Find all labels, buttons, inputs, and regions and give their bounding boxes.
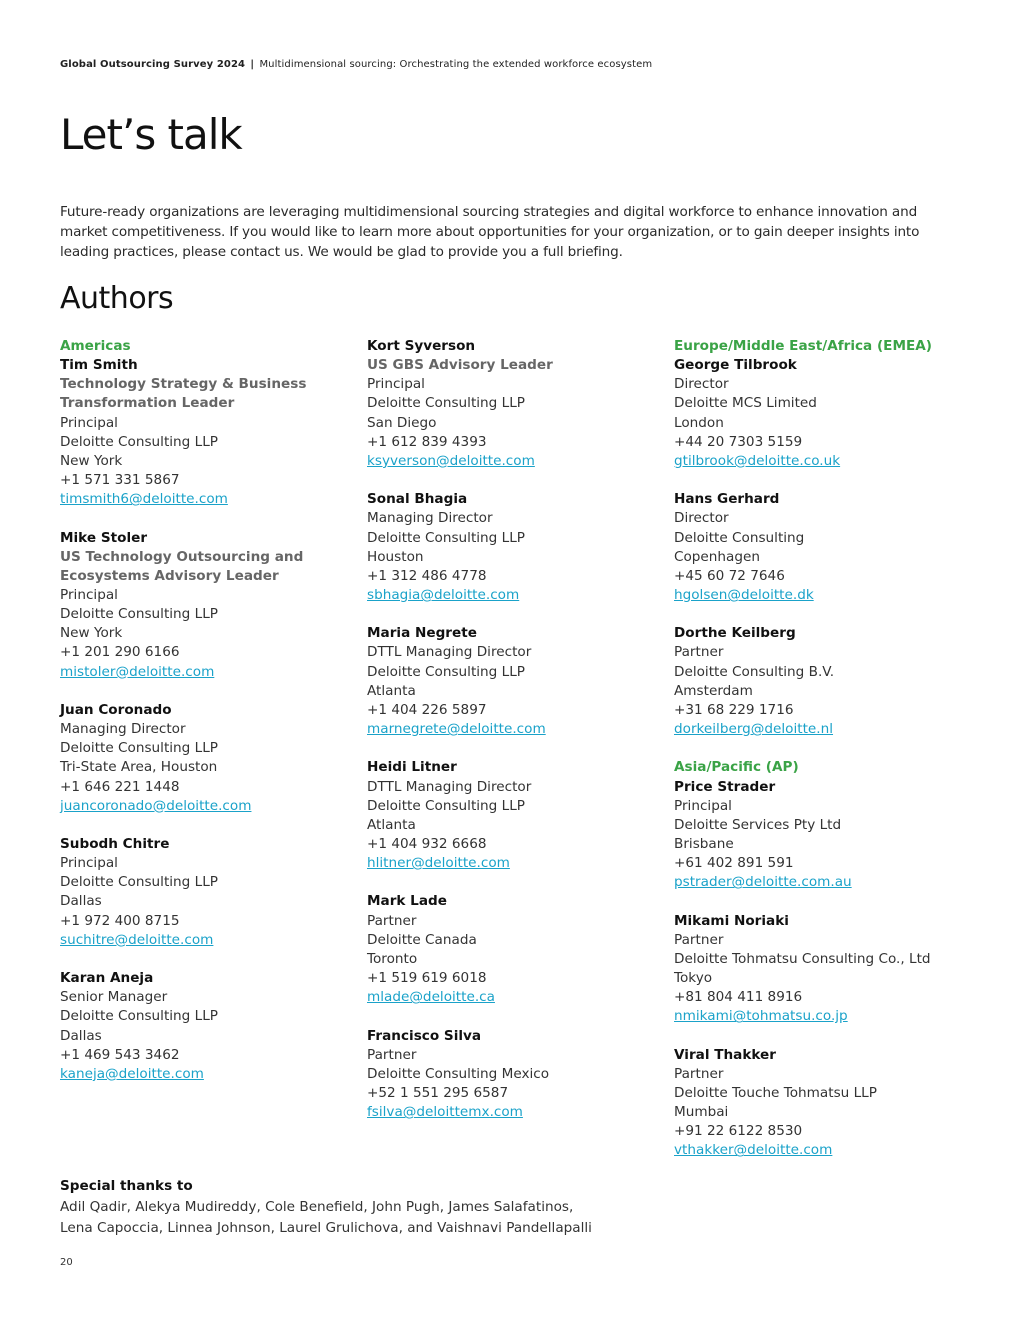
author-email-link[interactable]: kaneja@deloitte.com	[60, 1065, 204, 1082]
author-role: Transformation Leader	[60, 395, 235, 412]
author-location: San Diego	[367, 414, 437, 431]
author-location: Amsterdam	[674, 682, 753, 699]
author-name: Dorthe Keilberg	[674, 625, 796, 642]
author-company: Deloitte Consulting	[674, 529, 805, 546]
author-entry	[60, 356, 350, 509]
author-entry	[367, 892, 657, 1007]
author-phone: +1 519 619 6018	[367, 970, 487, 987]
author-name: Price Strader	[674, 778, 776, 795]
author-role: US GBS Advisory Leader	[367, 357, 553, 374]
author-entry	[674, 356, 964, 471]
author-company: Deloitte Consulting LLP	[367, 663, 525, 680]
author-company: Deloitte Consulting LLP	[60, 606, 218, 623]
author-title: Partner	[674, 931, 724, 948]
author-location: Copenhagen	[674, 548, 760, 565]
author-phone: +44 20 7303 5159	[674, 433, 803, 450]
author-phone: +1 646 221 1448	[60, 778, 180, 795]
author-entry	[367, 337, 657, 471]
author-role: US Technology Outsourcing and	[60, 548, 304, 565]
author-phone: +61 402 891 591	[674, 855, 794, 872]
report-title: Global Outsourcing Survey 2024	[60, 59, 246, 70]
report-subtitle: Multidimensional sourcing: Orchestrating the extended workforce ecosystem	[259, 59, 653, 70]
special-thanks-line: Adil Qadir, Alekya Mudireddy, Cole Benefield, John Pugh, James Salafatinos,	[60, 1199, 574, 1215]
author-name: Karan Aneja	[60, 970, 154, 987]
author-phone: +1 312 486 4778	[367, 567, 487, 584]
running-header	[60, 59, 652, 70]
author-location: New York	[60, 452, 123, 469]
author-email-link[interactable]: hgolsen@deloitte.dk	[674, 587, 814, 604]
author-email-link[interactable]: dorkeilberg@deloitte.nl	[674, 721, 834, 738]
author-title: Managing Director	[60, 721, 186, 738]
author-entry	[60, 969, 350, 1084]
author-entry	[367, 624, 657, 739]
author-company: Deloitte Consulting LLP	[60, 1008, 218, 1025]
author-location: London	[674, 414, 724, 431]
author-name: Hans Gerhard	[674, 491, 780, 508]
authors-column-2	[367, 337, 657, 1141]
author-company: Deloitte Consulting LLP	[60, 740, 218, 757]
author-title: Principal	[60, 855, 118, 872]
author-name: Maria Negrete	[367, 625, 477, 642]
author-phone: +1 571 331 5867	[60, 472, 180, 489]
author-email-link[interactable]: juancoronado@deloitte.com	[60, 797, 252, 814]
author-entry	[674, 1046, 964, 1161]
author-phone: +1 972 400 8715	[60, 912, 180, 929]
intro-paragraph: Future-ready organizations are leveraging multidimensional sourcing strategies and digital workforce to enhance innovation and market competitiveness. If you would like to learn more about opportunities for your organization, or to gain deeper insights into leading practices, please contact us. We would be glad to provide you a full briefing.	[60, 204, 920, 260]
authors-column-1	[60, 337, 350, 1103]
author-email-link[interactable]: fsilva@deloittemx.com	[367, 1104, 523, 1121]
author-entry	[60, 529, 350, 682]
author-company: Deloitte MCS Limited	[674, 395, 817, 412]
author-entry	[367, 758, 657, 873]
page-number: 20	[60, 1257, 73, 1268]
author-name: Tim Smith	[60, 357, 138, 374]
authors-column-3	[674, 337, 964, 1180]
author-location: Tri-State Area, Houston	[60, 759, 218, 776]
author-name: Mikami Noriaki	[674, 912, 789, 929]
author-email-link[interactable]: ksyverson@deloitte.com	[367, 452, 535, 469]
author-email-link[interactable]: marnegrete@deloitte.com	[367, 721, 546, 738]
author-phone: +31 68 229 1716	[674, 701, 794, 718]
author-entry	[674, 912, 964, 1027]
header-separator: |	[250, 59, 255, 70]
region-heading-ap: Asia/Pacific (AP)	[674, 759, 799, 776]
author-company: Deloitte Consulting LLP	[60, 433, 218, 450]
special-thanks	[60, 1177, 660, 1239]
author-email-link[interactable]: vthakker@deloitte.com	[674, 1142, 833, 1159]
author-phone: +1 404 932 6668	[367, 836, 487, 853]
author-title: Partner	[367, 1046, 417, 1063]
author-phone: +1 404 226 5897	[367, 701, 487, 718]
author-email-link[interactable]: hlitner@deloitte.com	[367, 855, 510, 872]
author-email-link[interactable]: timsmith6@deloitte.com	[60, 491, 228, 508]
author-email-link[interactable]: gtilbrook@deloitte.co.uk	[674, 452, 841, 469]
special-thanks-line: Lena Capoccia, Linnea Johnson, Laurel Grulichova, and Vaishnavi Pandellapalli	[60, 1220, 592, 1236]
author-location: Brisbane	[674, 836, 734, 853]
author-title: Director	[674, 376, 729, 393]
author-name: Francisco Silva	[367, 1027, 482, 1044]
author-email-link[interactable]: nmikami@tohmatsu.co.jp	[674, 1008, 848, 1025]
special-thanks-names	[60, 1197, 660, 1239]
author-name: Mark Lade	[367, 893, 447, 910]
author-title: Principal	[60, 587, 118, 604]
author-email-link[interactable]: sbhagia@deloitte.com	[367, 587, 520, 604]
author-phone: +1 469 543 3462	[60, 1046, 180, 1063]
author-name: Juan Coronado	[60, 701, 172, 718]
author-title: Director	[674, 510, 729, 527]
author-title: Principal	[60, 414, 118, 431]
region-heading-emea: Europe/Middle East/Africa (EMEA)	[674, 338, 933, 354]
author-role: Ecosystems Advisory Leader	[60, 567, 279, 584]
author-location: Atlanta	[367, 682, 416, 699]
author-location: Atlanta	[367, 816, 416, 833]
author-location: Toronto	[367, 950, 418, 967]
region-heading-americas: Americas	[60, 338, 131, 354]
author-company: Deloitte Consulting B.V.	[674, 663, 835, 680]
author-phone: +45 60 72 7646	[674, 567, 785, 584]
author-name: Sonal Bhagia	[367, 491, 468, 508]
author-email-link[interactable]: mlade@deloitte.ca	[367, 989, 495, 1006]
author-title: Senior Manager	[60, 989, 168, 1006]
author-name: Heidi Litner	[367, 759, 457, 776]
author-title: Principal	[674, 797, 732, 814]
author-email-link[interactable]: mistoler@deloitte.com	[60, 663, 215, 680]
author-phone: +91 22 6122 8530	[674, 1123, 803, 1140]
author-title: DTTL Managing Director	[367, 778, 532, 795]
author-phone: +52 1 551 295 6587	[367, 1085, 509, 1102]
author-title: Partner	[674, 1065, 724, 1082]
author-location: Dallas	[60, 1027, 102, 1044]
author-name: Kort Syverson	[367, 338, 476, 354]
author-name: Viral Thakker	[674, 1046, 776, 1063]
author-phone: +1 201 290 6166	[60, 644, 180, 661]
author-entry	[674, 490, 964, 605]
author-title: Partner	[367, 912, 417, 929]
author-name: Mike Stoler	[60, 529, 148, 546]
author-phone: +1 612 839 4393	[367, 433, 487, 450]
author-company: Deloitte Canada	[367, 931, 477, 948]
author-entry	[60, 835, 350, 950]
author-company: Deloitte Consulting LLP	[367, 529, 525, 546]
author-entry	[674, 778, 964, 893]
authors-heading: Authors	[60, 281, 174, 316]
author-entry	[367, 490, 657, 605]
author-title: DTTL Managing Director	[367, 644, 532, 661]
author-entry	[367, 1027, 657, 1123]
author-phone: +81 804 411 8916	[674, 989, 803, 1006]
author-role: Technology Strategy & Business	[60, 376, 307, 393]
author-email-link[interactable]: pstrader@deloitte.com.au	[674, 874, 852, 891]
author-entry	[60, 701, 350, 816]
author-name: Subodh Chitre	[60, 836, 170, 853]
author-location: New York	[60, 625, 123, 642]
author-location: Tokyo	[674, 970, 713, 987]
author-title: Principal	[367, 376, 425, 393]
author-company: Deloitte Consulting Mexico	[367, 1065, 550, 1082]
author-location: Dallas	[60, 893, 102, 910]
author-company: Deloitte Touche Tohmatsu LLP	[674, 1085, 877, 1102]
author-title: Managing Director	[367, 510, 493, 527]
author-email-link[interactable]: suchitre@deloitte.com	[60, 931, 214, 948]
page-title: Let’s talk	[60, 110, 242, 159]
author-company: Deloitte Services Pty Ltd	[674, 816, 842, 833]
author-title: Partner	[674, 644, 724, 661]
author-location: Houston	[367, 548, 424, 565]
author-company: Deloitte Consulting LLP	[60, 874, 218, 891]
author-company: Deloitte Consulting LLP	[367, 395, 525, 412]
special-thanks-heading: Special thanks to	[60, 1178, 193, 1194]
author-entry	[674, 624, 964, 739]
author-name: George Tilbrook	[674, 357, 797, 374]
author-company: Deloitte Tohmatsu Consulting Co., Ltd	[674, 950, 931, 967]
author-company: Deloitte Consulting LLP	[367, 797, 525, 814]
author-location: Mumbai	[674, 1104, 729, 1121]
